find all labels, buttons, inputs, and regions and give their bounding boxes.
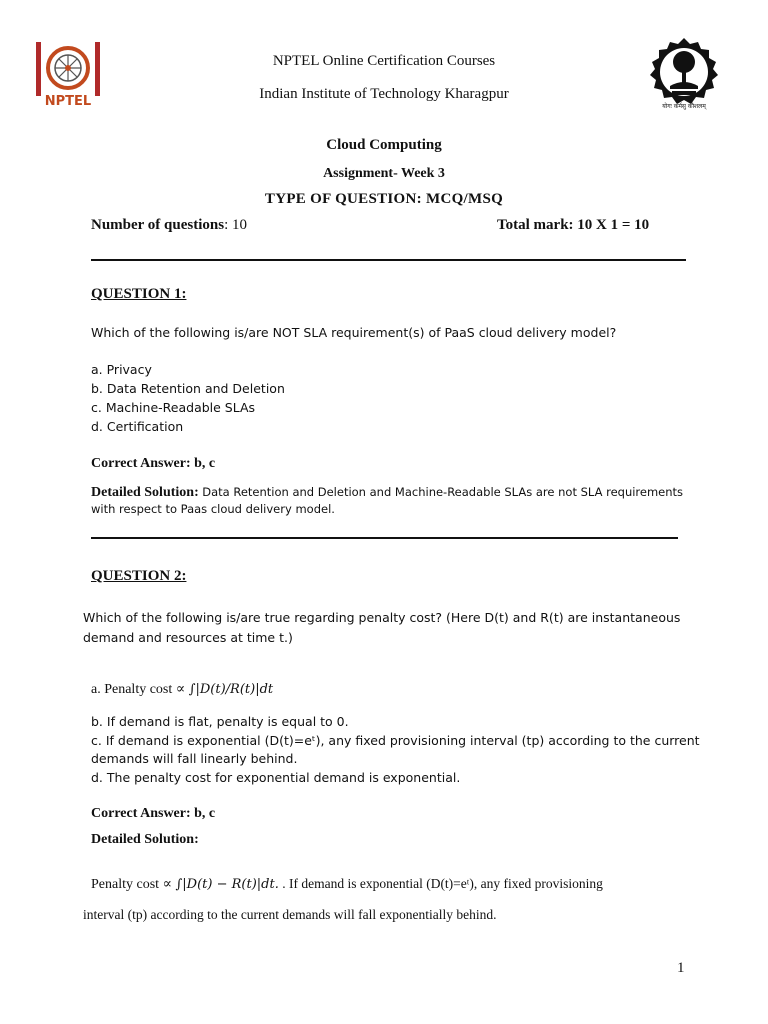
- question-1-option-b: b. Data Retention and Deletion: [91, 381, 285, 396]
- question-1-answer: Correct Answer: b, c: [91, 456, 216, 471]
- question-2-answer: Correct Answer: b, c: [91, 806, 216, 821]
- question-2-solution-suffix: . If demand is exponential (D(t)=eᵗ), any fixed provisioning: [278, 876, 603, 891]
- question-2-option-c-line-2: demands will fall linearly behind.: [91, 751, 298, 766]
- question-2-option-d: d. The penalty cost for exponential demand is exponential.: [91, 770, 461, 785]
- question-1-option-c: c. Machine-Readable SLAs: [91, 400, 256, 415]
- question-1-option-a: a. Privacy: [91, 362, 152, 377]
- question-2-option-b: b. If demand is flat, penalty is equal to 0.: [91, 714, 349, 729]
- question-2-text-line-1: Which of the following is/are true regarding penalty cost? (Here D(t) and R(t) are instantaneous: [83, 610, 681, 625]
- question-1-solution-line-1: Data Retention and Deletion and Machine-Readable SLAs are not SLA requirements: [202, 485, 684, 499]
- question-1-solution-line-2: with respect to Paas cloud delivery model.: [91, 502, 335, 516]
- question-1-option-d: d. Certification: [91, 419, 184, 434]
- question-2-option-a: [91, 680, 273, 698]
- divider-top: [91, 259, 686, 261]
- question-2-option-c-line-1: c. If demand is exponential (D(t)=eᵗ), any fixed provisioning interval (tp) according to the current: [91, 733, 700, 748]
- number-of-questions-value: : 10: [224, 217, 247, 233]
- nptel-logo-text: NPTEL: [44, 94, 92, 109]
- question-1-heading: QUESTION 1:: [91, 286, 187, 302]
- question-type: TYPE OF QUESTION: MCQ/MSQ: [264, 191, 504, 207]
- question-1-solution: [91, 483, 683, 501]
- number-of-questions: [91, 217, 247, 234]
- divider-middle: [91, 537, 678, 539]
- question-2-option-a-text: a. Penalty cost ∝: [91, 682, 189, 697]
- question-2-solution-formula: ∫|D(t) − R(t)|dt.: [175, 877, 279, 892]
- header-line-1: NPTEL Online Certification Courses: [272, 53, 496, 69]
- total-mark: Total mark: 10 X 1 = 10: [497, 217, 650, 233]
- question-1-text: Which of the following is/are NOT SLA requirement(s) of PaaS cloud delivery model?: [91, 325, 617, 340]
- question-1-solution-label: Detailed Solution:: [91, 485, 203, 500]
- question-2-heading: QUESTION 2:: [91, 568, 187, 584]
- iit-logo-motto: योगः कर्मसु कौशलम्: [662, 103, 706, 110]
- question-2-option-a-formula: ∫|D(t)/R(t)|dt: [188, 682, 274, 697]
- question-2-solution-prefix: Penalty cost ∝: [91, 877, 176, 892]
- number-of-questions-label: Number of questions: [91, 217, 225, 233]
- question-2-text-line-2: demand and resources at time t.): [83, 630, 293, 645]
- assignment-title: Assignment- Week 3: [323, 166, 445, 181]
- header-line-2: Indian Institute of Technology Kharagpur: [259, 86, 509, 102]
- question-2-solution-line-1: [91, 875, 685, 893]
- question-2-solution-line-2: interval (tp) according to the current demands will fall exponentially behind.: [83, 907, 497, 922]
- page-number: 1: [677, 960, 685, 976]
- question-2-solution-label: Detailed Solution:: [91, 832, 199, 847]
- course-title: Cloud Computing: [326, 137, 442, 153]
